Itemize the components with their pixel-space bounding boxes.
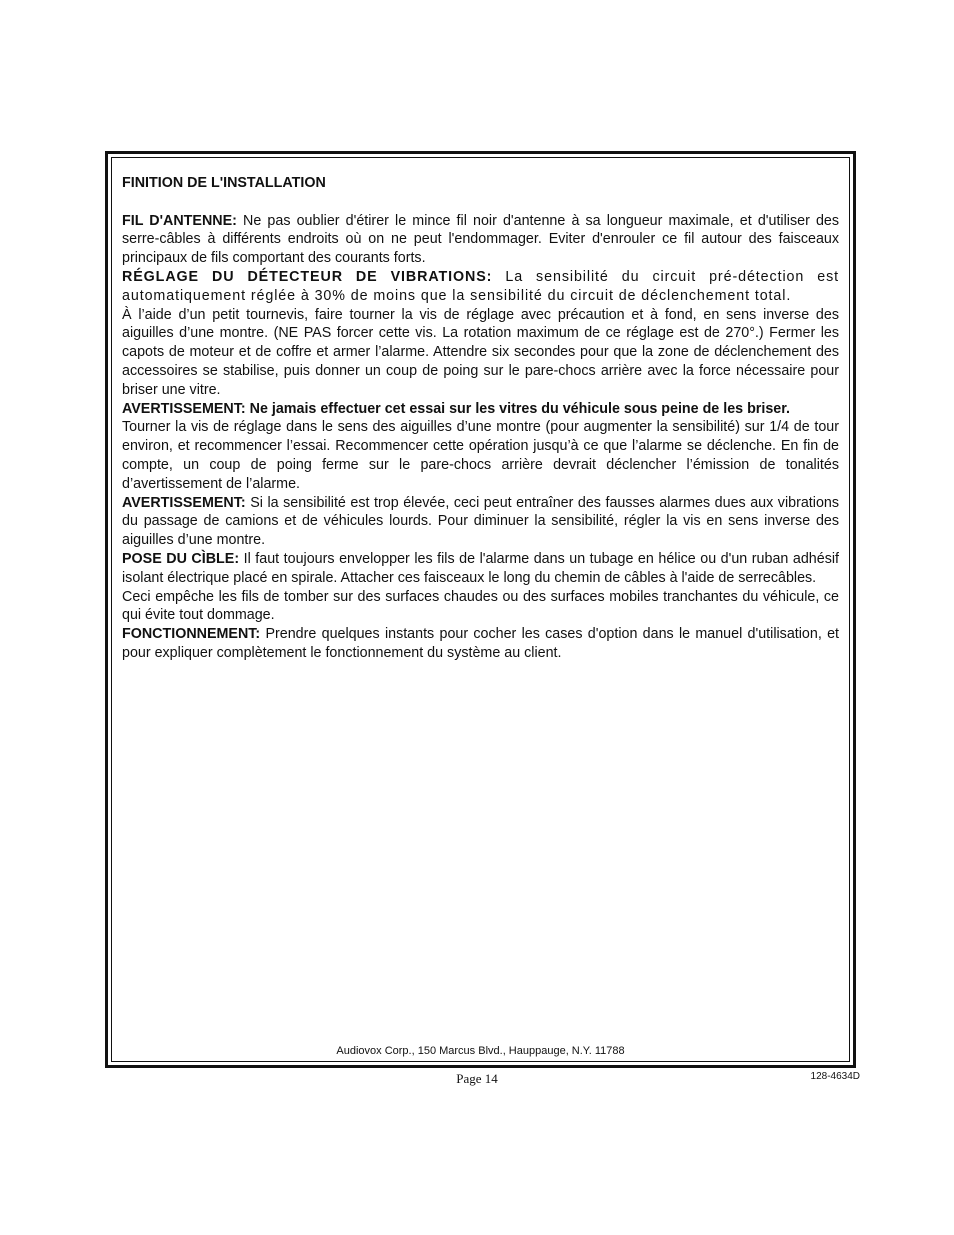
paragraph-vibration-sensor bbox=[122, 268, 839, 306]
text-warning-sensitivity: Si la sensibilité est trop élevée, ceci peut entraîner des fausses alarmes dues aux vibrations du passage de camions et de véhicules lourds. Pour diminuer la sensibilité, régler la vis en sens inverse des aiguilles d’une montre. bbox=[122, 494, 839, 549]
paragraph-warning-glass: AVERTISSEMENT: Ne jamais effectuer cet essai sur les vitres du véhicule sous peine de les briser. bbox=[122, 400, 790, 417]
text-antenna: Ne pas oublier d'étirer le mince fil noir d'antenne à sa longueur maximale, et d'utiliser des serre-câbles à différents endroits où on ne peut l'endommager. Eviter d'enrouler ce fil autour des faisceaux principaux de fils comportant des courants forts. bbox=[122, 212, 839, 267]
paragraph-screwdriver: À l’aide d’un petit tournevis, faire tourner la vis de réglage avec précaution et à fond, en sens inverse des aiguilles d’une montre. (NE PAS forcer cette vis. La rotation maximum de ce réglage est de 270°.) Fermer les capots de moteur et de coffre et armer l’alarme. Attendre six secondes pour que la zone de déclenchement des accessoires se stabilise, puis donner un coup de poing sur le pare-chocs arrière avec la force nécessaire pour briser une vitre. bbox=[122, 306, 839, 398]
company-address: Audiovox Corp., 150 Marcus Blvd., Hauppauge, N.Y. 11788 bbox=[336, 1045, 625, 1057]
paragraph-protection: Ceci empêche les fils de tomber sur des surfaces chaudes ou des surfaces mobiles tranchantes du véhicule, ce qui évite tout dommage. bbox=[122, 588, 839, 624]
document-body bbox=[122, 174, 839, 663]
page-border bbox=[105, 151, 856, 1068]
label-antenna: FIL D'ANTENNE: bbox=[122, 212, 237, 229]
text-vibration-sensor: La sensibilité du circuit pré-détection est automatiquement réglée à 30% de moins que la sensibilité du circuit de déclenchement total. bbox=[122, 268, 840, 304]
page-number: Page 14 bbox=[456, 1071, 498, 1086]
label-cable-routing: POSE DU CÌBLE: bbox=[122, 550, 240, 567]
text-cable-routing: Il faut toujours envelopper les fils de l'alarme dans un tubage en hélice ou d'un ruban adhésif isolant électrique placé en spirale. Attacher ces faisceaux le long du chemin de câbles à l'aide de serrecâbles. bbox=[122, 550, 839, 586]
paragraph-cable-routing bbox=[122, 550, 839, 588]
label-warning-sensitivity: AVERTISSEMENT: bbox=[122, 494, 246, 511]
document-code: 128-4634D bbox=[810, 1071, 860, 1082]
section-title: FINITION DE L'INSTALLATION bbox=[122, 175, 326, 191]
paragraph-operation bbox=[122, 625, 839, 663]
inner-border bbox=[111, 157, 850, 1062]
paragraph-adjust-screw: Tourner la vis de réglage dans le sens des aiguilles d’une montre (pour augmenter la sensibilité) sur 1/4 de tour environ, et recommencer l’essai. Recommencer cette opération jusqu’à ce que l’alarme se déclenche. En fin de compte, un coup de poing ferme sur le pare-chocs arrière devrait déclencher l’émission de tonalités d’avertissement de l’alarme. bbox=[122, 419, 839, 492]
paragraph-antenna bbox=[122, 212, 839, 268]
label-vibration-sensor: RÉGLAGE DU DÉTECTEUR DE VIBRATIONS: bbox=[122, 268, 493, 285]
text-operation: Prendre quelques instants pour cocher les cases d'option dans le manuel d'utilisation, et pour expliquer complètement le fonctionnement du système au client. bbox=[122, 626, 839, 661]
label-operation: FONCTIONNEMENT: bbox=[122, 626, 261, 643]
paragraph-warning-sensitivity bbox=[122, 494, 839, 550]
